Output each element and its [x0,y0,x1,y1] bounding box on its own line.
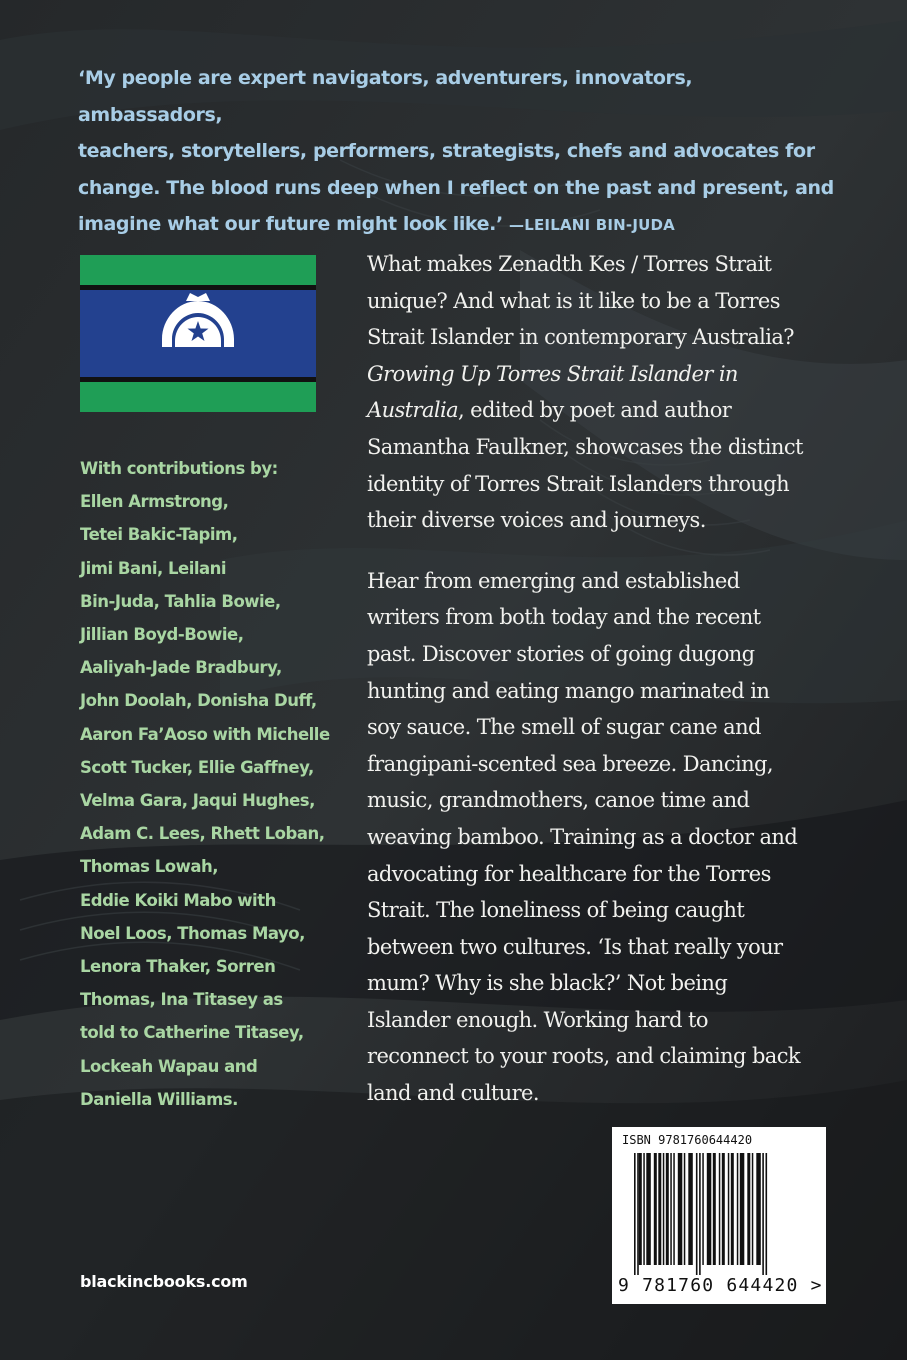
barcode-bar [752,1153,754,1265]
contributor-line: Scott Tucker, Ellie Gaffney, [80,757,314,777]
contributor-line: John Doolah, Donisha Duff, [80,691,317,711]
blurb-line: frangipani-scented sea breeze. Dancing, [367,751,773,776]
contributor-line: Aaliyah-Jade Bradbury, [80,658,282,678]
barcode-bar [673,1153,675,1265]
blurb-line: Strait Islander in contemporary Australia? [367,325,794,350]
book-title-italic: Australia [367,398,459,423]
barcode-bar [747,1153,750,1265]
pull-quote [78,60,838,244]
blurb-line: weaving bamboo. Training as a doctor and [367,824,798,849]
contributor-line: Ellen Armstrong, [80,492,229,512]
barcode-guard-bar [762,1153,764,1275]
blurb-line: hunting and eating mango marinated in [367,678,770,703]
barcode-bar [639,1153,642,1265]
barcode-bar [678,1153,683,1265]
blurb-line: past. Discover stories of going dugong [367,641,755,666]
contributor-line: Lenora Thaker, Sorren [80,957,276,977]
barcode-bar [688,1153,693,1265]
barcode-bars [632,1153,808,1275]
contributors-names [80,485,335,1116]
publisher-website[interactable]: blackincbooks.com [80,1272,248,1291]
contributor-line: Eddie Koiki Mabo with [80,890,276,910]
isbn-digits: 9 781760 644420 > [618,1275,823,1296]
blurb-paragraph-1 [367,246,837,539]
barcode-bar [702,1153,704,1265]
blurb-line: their diverse voices and journeys. [367,508,706,533]
barcode-bar [654,1153,657,1265]
blurb-line: music, grandmothers, canoe time and [367,788,750,813]
barcode-bar [658,1153,661,1265]
barcode-bar [731,1153,734,1265]
blurb-line: soy sauce. The smell of sugar cane and [367,715,761,740]
quote-line: ‘My people are expert navigators, adventurers, innovators, ambassadors, [78,67,693,126]
barcode-guard-bar [634,1153,636,1275]
blurb-paragraph-2 [367,563,837,1112]
barcode-bar [666,1153,669,1265]
blurb-line: writers from both today and the recent [367,605,761,630]
barcode-bar [756,1153,761,1265]
blurb-line: identity of Torres Strait Islanders through [367,471,790,496]
barcode-bar [713,1153,716,1265]
blurb-line: Hear from emerging and established [367,568,740,593]
contributor-line: Thomas, Ina Titasey as [80,990,283,1010]
barcode-guard-bar [696,1153,698,1275]
quote-line: teachers, storytellers, performers, strategists, chefs and advocates for [78,140,815,162]
contributor-line: Lockeah Wapau and [80,1056,258,1076]
contributor-line: Jillian Boyd-Bowie, [80,625,244,645]
quote-line-text: imagine what our future might look like.’ [78,213,503,235]
barcode-bar [663,1153,665,1265]
barcode-bar [737,1153,739,1265]
blurb-line: Samantha Faulkner, showcases the distinct [367,434,803,459]
book-title-italic: Growing Up Torres Strait Islander in [367,361,738,386]
contributor-line: Jimi Bani, Leilani [80,558,227,578]
contributors-heading: With contributions by: [80,459,278,478]
contributor-line: Thomas Lowah, [80,857,218,877]
blurb-line: unique? And what is it like to be a Torres [367,288,780,313]
blurb-line: advocating for healthcare for the Torres [367,861,771,886]
blurb-line: mum? Why is she black?’ Not being [367,971,728,996]
contributor-line: Daniella Williams. [80,1089,238,1109]
barcode-bar [740,1153,745,1265]
contributor-line: Noel Loos, Thomas Mayo, [80,923,305,943]
barcode-guard-bar [699,1153,701,1275]
book-blurb [367,246,837,1112]
barcode-bar [646,1153,651,1265]
barcode-bar [722,1153,725,1265]
barcode-bar [643,1153,645,1265]
isbn-label: ISBN 9781760644420 [622,1133,753,1147]
blurb-line [367,398,731,422]
contributor-line: Velma Gara, Jaqui Hughes, [80,791,315,811]
isbn-barcode [612,1127,826,1304]
contributor-line: told to Catherine Titasey, [80,1023,304,1043]
blurb-line: land and culture. [367,1081,539,1106]
barcode-guard-bar [637,1153,639,1275]
blurb-line: between two cultures. ‘Is that really your [367,934,783,959]
barcode-guard-bar [766,1153,768,1275]
contributor-line: Bin-Juda, Tahlia Bowie, [80,591,281,611]
barcode-bar [670,1153,672,1265]
blurb-line: Strait. The loneliness of being caught [367,898,745,923]
quote-line [78,206,838,244]
contributors-list [80,452,335,1116]
blurb-line: What makes Zenadth Kes / Torres Strait [367,252,772,276]
quote-attribution: —LEILANI BIN-JUDA [509,216,675,234]
contributor-line: Adam C. Lees, Rhett Loban, [80,824,325,844]
torres-strait-islander-flag [80,255,316,412]
barcode-bar [684,1153,686,1265]
quote-line: change. The blood runs deep when I reflect on the past and present, and [78,176,834,199]
contributor-line: Aaron Fa’Aoso with Michelle [80,724,330,744]
blurb-line: Islander enough. Working hard to [367,1007,708,1032]
blurb-line-text: , edited by poet and author [458,398,732,423]
barcode-bar [707,1153,712,1265]
contributor-line: Tetei Bakic-Tapim, [80,525,238,545]
barcode-bar [728,1153,730,1265]
barcode-bar [719,1153,721,1265]
blurb-line: reconnect to your roots, and claiming back [367,1044,801,1069]
